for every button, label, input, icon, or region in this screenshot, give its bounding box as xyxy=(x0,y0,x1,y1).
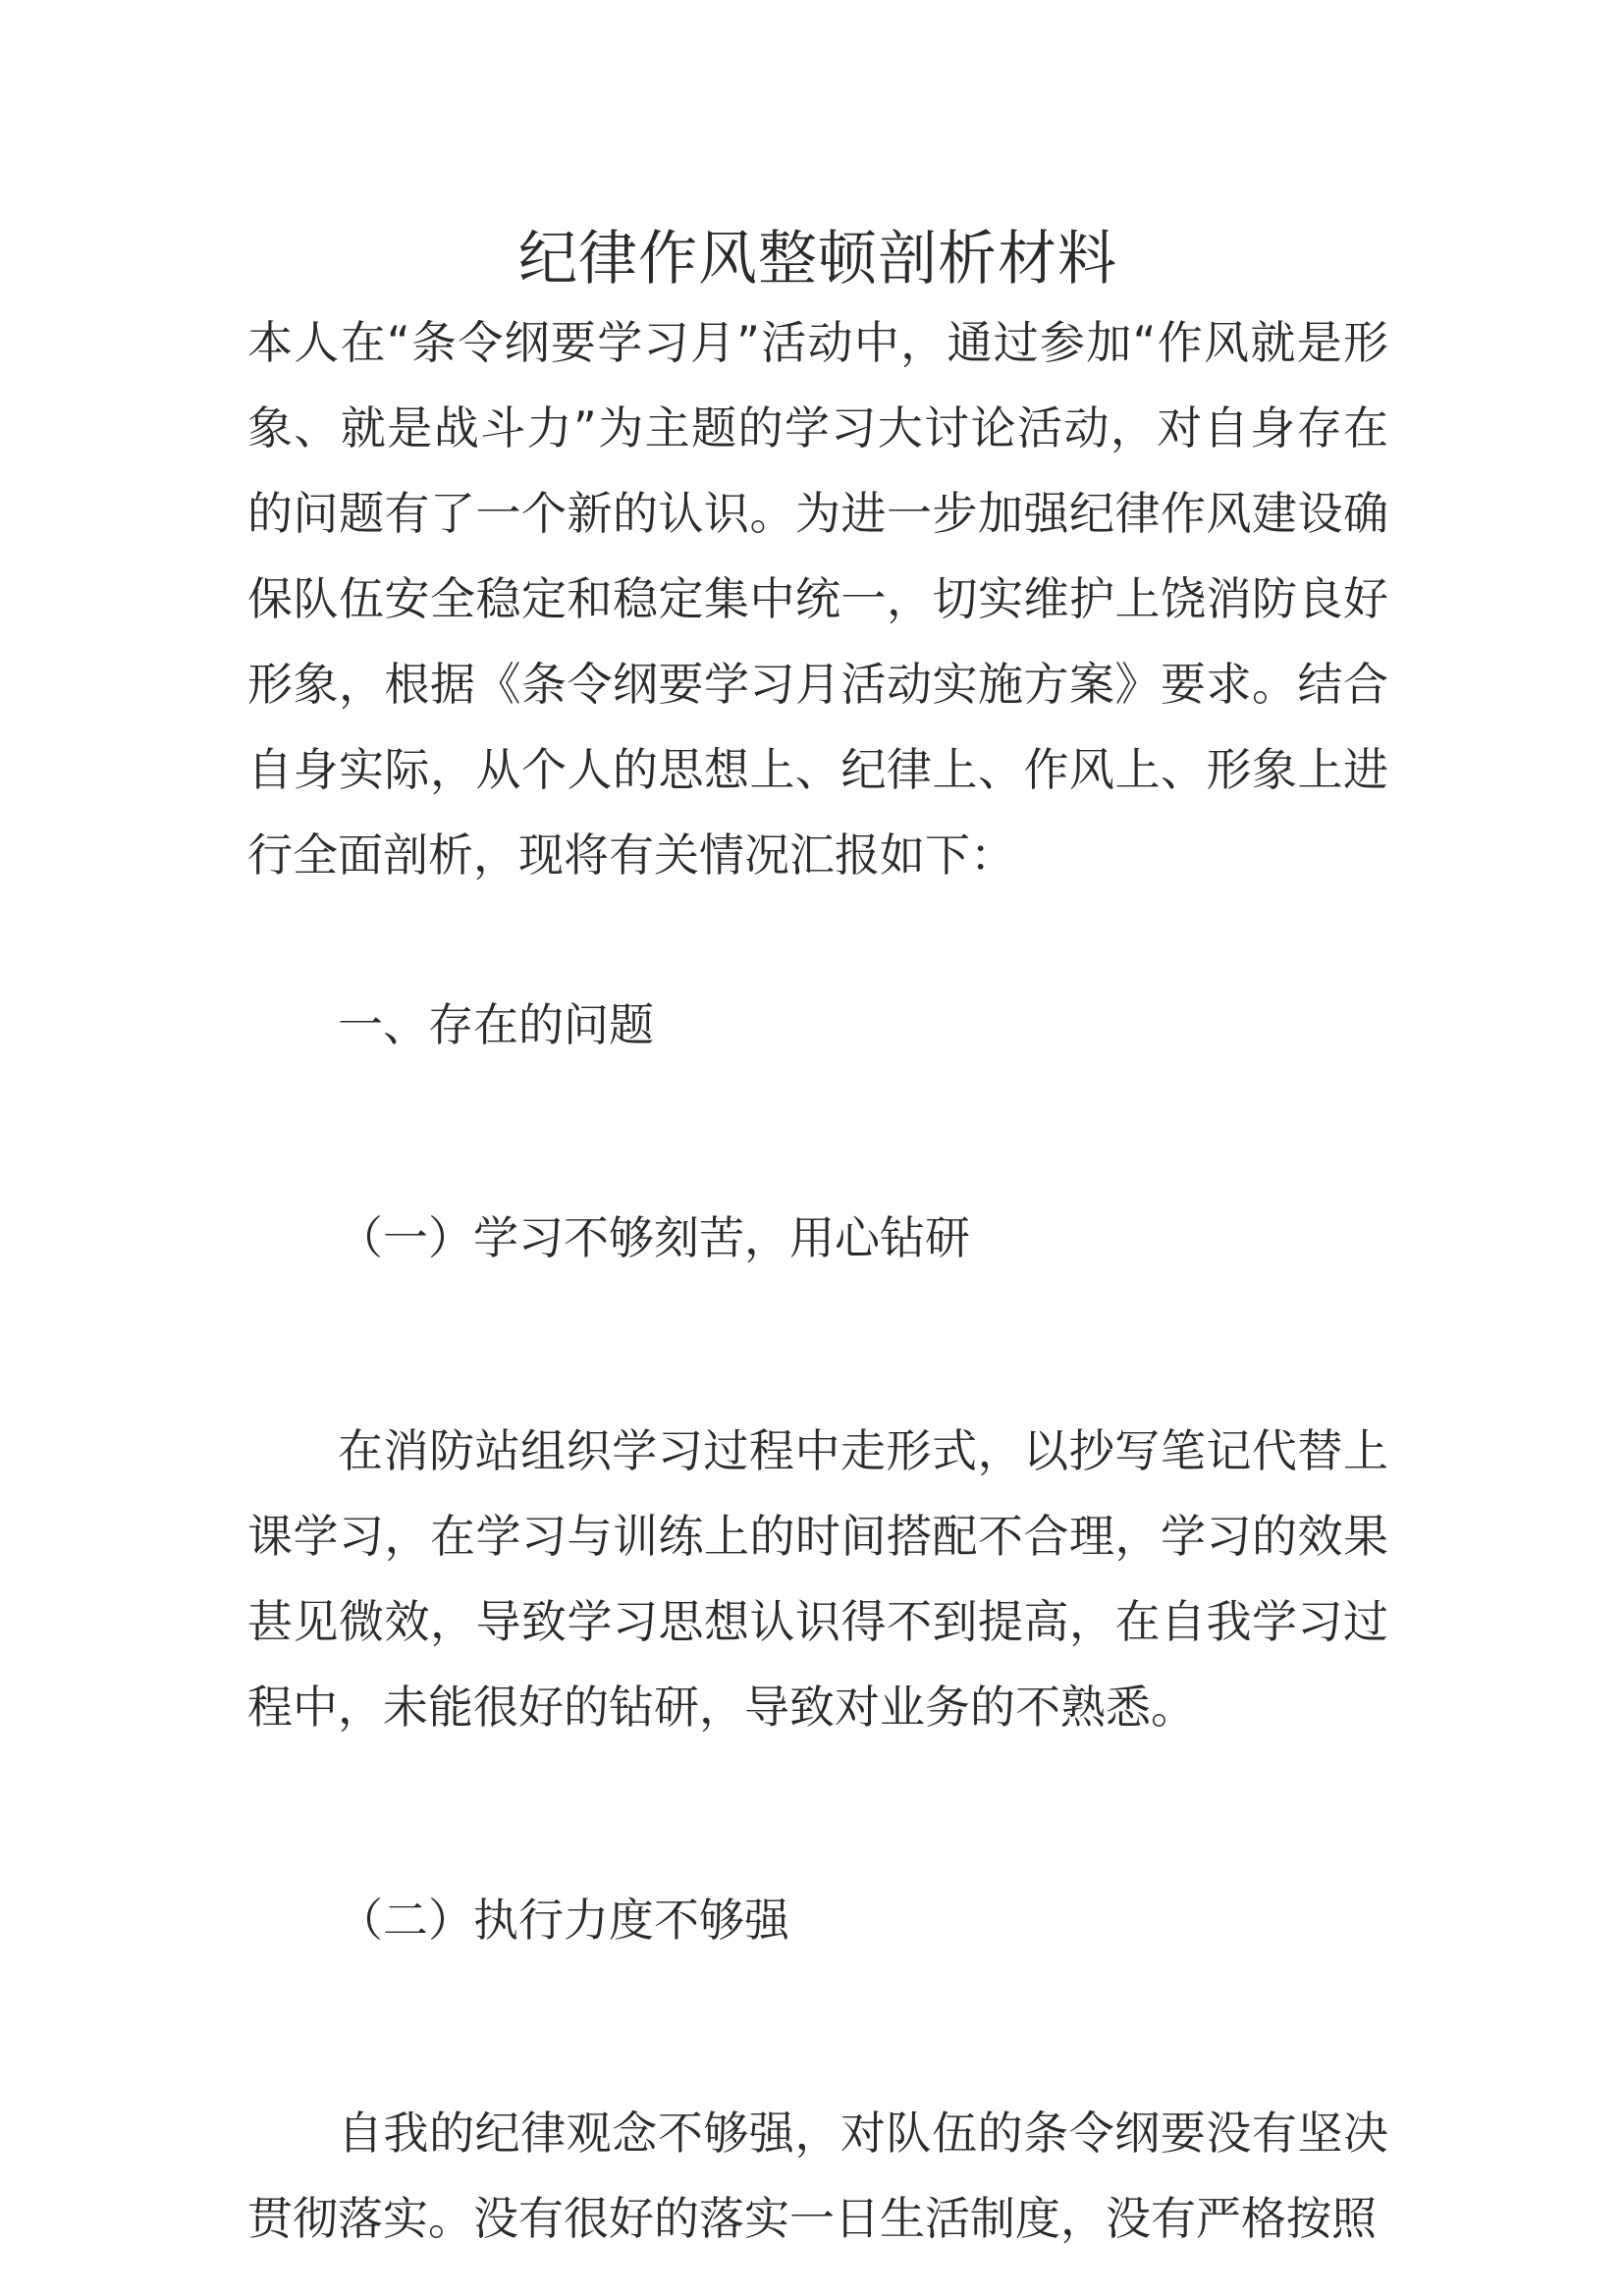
subsection-body-study: 在消防站组织学习过程中走形式，以抄写笔记代替上课学习，在学习与训练上的时间搭配不合理，学习的效果甚见微效，导致学习思想认识得不到提高，在自我学习过程中，未能很好的钻研，导致对业务的不熟悉。 xyxy=(247,1424,1388,1734)
subsection-body-execution: 自我的纪律观念不够强，对队伍的条令纲要没有坚决贯彻落实。没有很好的落实一日生活制度，没有严格按照 xyxy=(247,2107,1388,2245)
intro-paragraph: 本人在“条令纲要学习月”活动中，通过参加“作风就是形象、就是战斗力”为主题的学习大讨论活动，对自身存在的问题有了一个新的认识。为进一步加强纪律作风建设确保队伍安全稳定和稳定集中统一，切实维护上饶消防良好形象，根据《条令纲要学习月活动实施方案》要求。结合自身实际，从个人的思想上、纪律上、作风上、形象上进行全面剖析，现将有关情况汇报如下： xyxy=(247,316,1388,881)
document-body xyxy=(247,218,1388,2262)
subsection-heading-study: （一）学习不够刻苦，用心钻研 xyxy=(338,1211,970,1264)
section-heading-problems: 一、存在的问题 xyxy=(338,998,654,1051)
subsection-heading-execution: （二）执行力度不够强 xyxy=(338,1894,789,1947)
document-title: 纪律作风整顿剖析材料 xyxy=(518,225,1117,294)
